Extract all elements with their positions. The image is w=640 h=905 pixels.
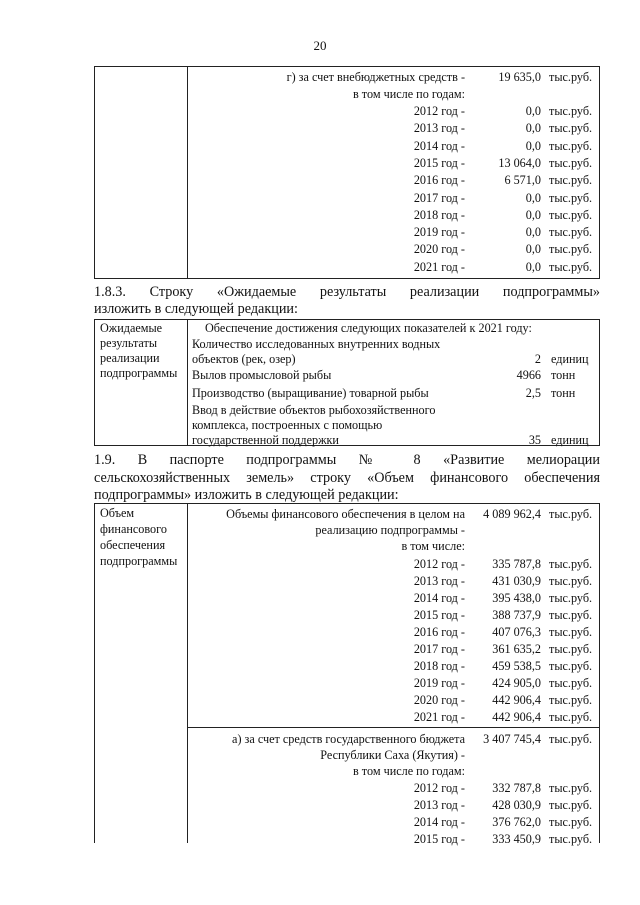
financing-label (100, 505, 177, 569)
year-label: 2018 год - (413, 207, 465, 222)
row-divider (187, 727, 599, 728)
year-label: 2015 год - (413, 832, 465, 846)
paragraph-1-8-3-line1: 1.8.3. Строку «Ожидаемые результаты реализации подпрограммы» (94, 284, 600, 300)
year-label: 2021 год - (413, 259, 465, 274)
financing-total-unit: тыс.руб. (549, 507, 593, 521)
financing-total-label: реализацию подпрограммы - (315, 523, 465, 537)
indicator-unit: единиц (551, 433, 589, 447)
year-unit: тыс.руб. (549, 676, 593, 690)
indicator-value: 2,5 (525, 386, 541, 400)
label-line: подпрограммы (100, 554, 178, 568)
year-label: 2019 год - (413, 676, 465, 690)
year-value: 0,0 (525, 225, 541, 240)
extrabudget-table (94, 66, 600, 279)
paragraph-1-8-3-line2: изложить в следующей редакции: (94, 301, 298, 317)
year-unit: тыс.руб. (549, 642, 593, 656)
indicator-value: 2 (534, 352, 541, 366)
year-unit: тыс.руб. (549, 121, 593, 136)
extrabudget-subheader: в том числе по годам: (353, 87, 465, 101)
page-number: 20 (313, 38, 327, 53)
financing-total-label: Объемы финансового обеспечения в целом на (226, 507, 465, 521)
year-label: 2016 год - (413, 173, 465, 188)
year-value: 431 030,9 (492, 574, 541, 588)
year-label: 2013 год - (413, 798, 465, 812)
year-value: 0,0 (525, 207, 541, 222)
year-value: 0,0 (525, 138, 541, 153)
indicator-name: Ввод в действие объектов рыбохозяйственного (192, 403, 436, 417)
expected-results-table (94, 319, 600, 446)
year-unit: тыс.руб. (549, 242, 593, 257)
indicator-name: государственной поддержки (192, 433, 339, 447)
year-value: 0,0 (525, 259, 541, 274)
year-unit: тыс.руб. (549, 625, 593, 639)
indicators-heading: Обеспечение достижения следующих показателей к 2021 году: (205, 321, 532, 335)
year-value: 13 064,0 (498, 155, 541, 170)
column-divider (187, 320, 188, 445)
label-line: реализации (100, 351, 160, 365)
state-budget-label: а) за счет средств государственного бюджета (232, 732, 465, 746)
year-value: 0,0 (525, 242, 541, 257)
year-value: 332 787,8 (492, 781, 541, 795)
year-label: 2017 год - (413, 190, 465, 205)
year-value: 388 737,9 (492, 608, 541, 622)
year-label: 2013 год - (413, 121, 465, 136)
financing-total-label: в том числе: (401, 539, 465, 553)
year-unit: тыс.руб. (549, 138, 593, 153)
extrabudget-total-unit: тыс.руб. (549, 70, 593, 84)
label-line: обеспечения (100, 538, 166, 552)
indicator-name: Вылов промысловой рыбы (192, 368, 332, 382)
indicator-unit: тонн (551, 386, 576, 400)
year-unit: тыс.руб. (549, 832, 593, 846)
indicator-name: объектов (рек, озер) (192, 352, 296, 366)
year-unit: тыс.руб. (549, 104, 593, 118)
year-unit: тыс.руб. (549, 225, 593, 240)
state-budget-value: 3 407 745,4 (483, 732, 541, 746)
year-label: 2019 год - (413, 225, 465, 240)
state-budget-label: в том числе по годам: (353, 764, 465, 778)
year-value: 442 906,4 (492, 710, 541, 724)
year-unit: тыс.руб. (549, 710, 593, 724)
year-value: 424 905,0 (492, 676, 541, 690)
year-unit: тыс.руб. (549, 781, 593, 795)
year-label: 2014 год - (413, 815, 465, 829)
year-value: 442 906,4 (492, 693, 541, 707)
financing-table (94, 503, 600, 846)
year-value: 407 076,3 (492, 625, 541, 639)
indicator-name: Количество исследованных внутренних водных (192, 337, 441, 351)
year-value: 333 450,9 (492, 832, 541, 846)
expected-results-label (100, 321, 177, 381)
label-line: подпрограммы (100, 366, 178, 380)
year-label: 2015 год - (413, 608, 465, 622)
year-label: 2014 год - (413, 591, 465, 605)
year-value: 0,0 (525, 121, 541, 136)
extrabudget-title: г) за счет внебюджетных средств - (286, 70, 465, 84)
year-unit: тыс.руб. (549, 591, 593, 605)
year-value: 376 762,0 (492, 815, 541, 829)
label-line: Объем (100, 506, 135, 520)
year-label: 2012 год - (413, 557, 465, 571)
indicator-unit: тонн (551, 368, 576, 382)
indicator-name: комплекса, построенных с помощью (192, 418, 383, 432)
year-label: 2016 год - (413, 625, 465, 639)
year-unit: тыс.руб. (549, 155, 593, 170)
year-unit: тыс.руб. (549, 574, 593, 588)
state-budget-unit: тыс.руб. (549, 732, 593, 746)
label-line: финансового (100, 522, 167, 536)
year-label: 2015 год - (413, 155, 465, 170)
year-unit: тыс.руб. (549, 608, 593, 622)
year-value: 6 571,0 (504, 173, 541, 188)
year-unit: тыс.руб. (549, 557, 593, 571)
year-label: 2020 год - (413, 693, 465, 707)
year-label: 2021 год - (413, 710, 465, 724)
year-label: 2020 год - (413, 242, 465, 257)
year-label: 2012 год - (413, 781, 465, 795)
year-label: 2014 год - (413, 138, 465, 153)
label-line: Ожидаемые (100, 321, 163, 335)
year-label: 2012 год - (413, 104, 465, 118)
state-budget-label: Республики Саха (Якутия) - (320, 748, 465, 762)
year-unit: тыс.руб. (549, 693, 593, 707)
financing-total-value: 4 089 962,4 (483, 507, 541, 521)
indicator-value: 4966 (516, 368, 541, 382)
year-value: 459 538,5 (492, 659, 541, 673)
year-value: 361 635,2 (492, 642, 541, 656)
paragraph-1-9-line1: 1.9. В паспорте подпрограммы № 8 «Развитие мелиорации (94, 452, 600, 468)
year-value: 0,0 (525, 190, 541, 205)
year-value: 428 030,9 (492, 798, 541, 812)
indicator-unit: единиц (551, 352, 589, 366)
extrabudget-total-value: 19 635,0 (498, 70, 541, 84)
paragraph-1-9-line2: сельскохозяйственных земель» строку «Объем финансового обеспечения (94, 470, 600, 486)
year-unit: тыс.руб. (549, 798, 593, 812)
year-unit: тыс.руб. (549, 259, 593, 274)
year-value: 335 787,8 (492, 557, 541, 571)
indicator-name: Производство (выращивание) товарной рыбы (192, 386, 429, 400)
year-unit: тыс.руб. (549, 173, 593, 188)
year-unit: тыс.руб. (549, 659, 593, 673)
year-unit: тыс.руб. (549, 190, 593, 205)
paragraph-1-9-line3: подпрограммы» изложить в следующей редакции: (94, 487, 399, 503)
year-label: 2013 год - (413, 574, 465, 588)
year-unit: тыс.руб. (549, 815, 593, 829)
year-value: 0,0 (525, 104, 541, 118)
year-label: 2018 год - (413, 659, 465, 673)
year-label: 2017 год - (413, 642, 465, 656)
label-line: результаты (100, 336, 158, 350)
indicator-value: 35 (528, 433, 541, 447)
year-value: 395 438,0 (492, 591, 541, 605)
year-unit: тыс.руб. (549, 207, 593, 222)
